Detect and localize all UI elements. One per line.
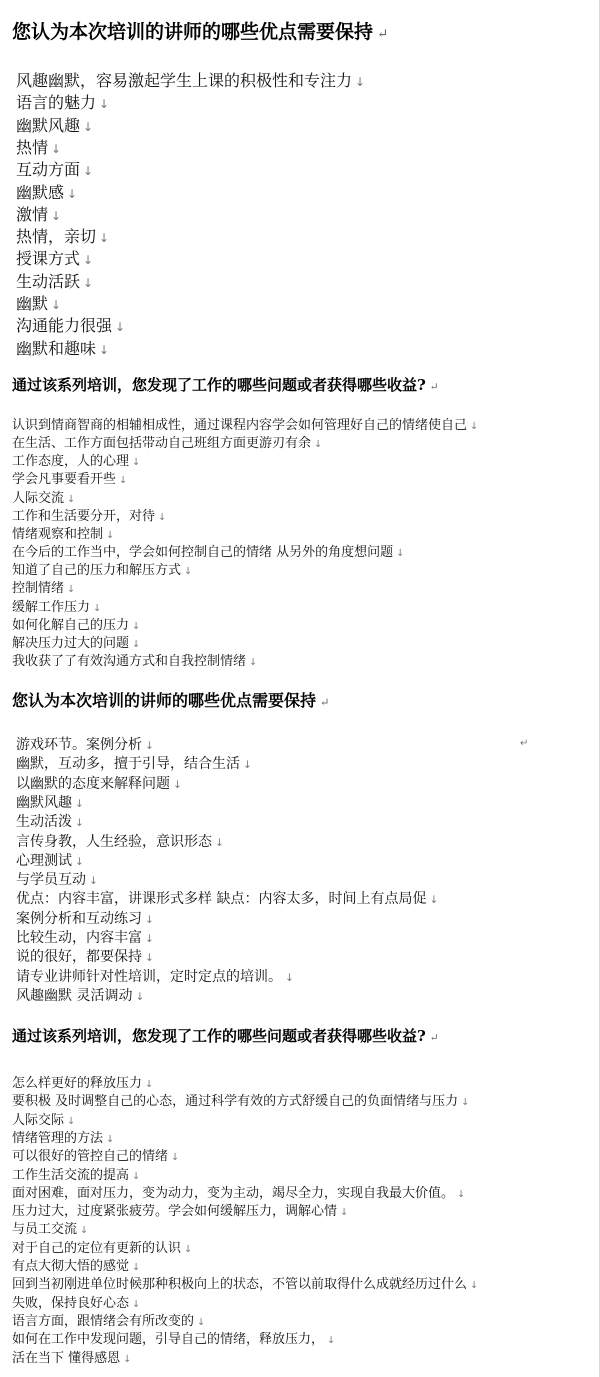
answer-item [12, 1218, 88, 1237]
answer-item [16, 966, 294, 986]
answer-item [12, 1090, 469, 1109]
line-break-mark: ↓ [145, 913, 154, 926]
answer-text: 与员工交流 [12, 1222, 78, 1238]
answer-text: 解决压力过大的问题 [12, 635, 130, 651]
answer-text: 授课方式 [16, 249, 81, 269]
answer-text: 人际交际 [12, 1112, 65, 1128]
answer-item [12, 1292, 140, 1311]
answer-item [16, 869, 98, 889]
line-break-mark: ↓ [132, 1170, 141, 1182]
stray-paragraph-mark: ↵ [520, 738, 529, 749]
line-break-mark: ↓ [132, 638, 141, 650]
line-break-mark: ↓ [285, 971, 294, 984]
line-break-mark: ↓ [119, 475, 128, 487]
line-break-mark: ↓ [197, 1316, 206, 1328]
answer-text: 缓解工作压力 [12, 599, 91, 615]
answer-text: 生动活跃 [16, 271, 81, 291]
answer-text: 游戏环节。案例分析 [16, 737, 142, 753]
line-break-mark: ↓ [99, 342, 110, 357]
section-heading [12, 17, 388, 44]
answer-item [12, 1347, 131, 1366]
line-break-mark: ↓ [75, 817, 84, 830]
answer-item [12, 432, 322, 451]
line-break-mark: ↓ [67, 186, 78, 201]
line-break-mark: ↓ [93, 602, 102, 614]
line-break-mark: ↓ [99, 97, 110, 112]
line-break-mark: ↓ [158, 511, 167, 523]
line-break-mark: ↓ [67, 493, 76, 505]
line-break-mark: ↓ [99, 231, 110, 246]
answer-text: 如何在工作中发现问题，引导自己的情绪，释放压力， [12, 1332, 325, 1348]
answer-item [12, 1200, 348, 1219]
answer-text: 要积极 及时调整自己的心态，通过科学有效的方式舒缓自己的负面情绪与压力 [12, 1094, 459, 1110]
line-break-mark: ↓ [106, 1133, 115, 1145]
line-break-mark: ↓ [132, 457, 141, 469]
answer-item [16, 246, 93, 269]
line-break-mark: ↓ [135, 990, 145, 1003]
answer-text: 幽默 [16, 294, 49, 313]
answer-text: 风趣幽默，容易激起学生上课的积极性和专注力 [16, 71, 353, 90]
answer-item [12, 1127, 114, 1146]
answer-item [16, 985, 144, 1005]
answer-item [12, 1310, 205, 1329]
line-break-mark: ↓ [145, 740, 154, 752]
line-break-mark: ↓ [327, 1335, 336, 1347]
answer-text: 对于自己的定位有更新的认识 [12, 1240, 182, 1256]
answer-text: 沟通能力很强 [16, 316, 113, 336]
answer-item [12, 414, 478, 433]
answer-text: 情绪管理的方法 [12, 1130, 104, 1146]
answer-text: 请专业讲师针对性培训，定时定点的培训。 [16, 968, 282, 985]
line-break-mark: ↓ [249, 656, 258, 668]
line-break-mark: ↓ [106, 529, 115, 541]
answer-item [16, 269, 93, 292]
line-break-mark: ↓ [67, 1115, 76, 1127]
answer-text: 可以很好的管控自己的情绪 [12, 1149, 169, 1165]
answer-text: 控制情绪 [12, 581, 65, 597]
answer-text: 学会凡事要看开些 [12, 472, 117, 488]
section-heading-text: 通过该系列培训，您发现了工作的哪些问题或者获得哪些收益? [12, 376, 426, 394]
answer-item [12, 632, 140, 651]
line-break-mark: ↓ [215, 836, 224, 849]
answer-item [16, 850, 84, 870]
answer-text: 以幽默的态度来解释问题 [16, 775, 170, 792]
line-break-mark: ↓ [75, 855, 84, 868]
line-break-mark: ↓ [132, 1298, 141, 1310]
answer-item [16, 224, 109, 247]
paragraph-mark: ↵ [320, 696, 330, 709]
line-break-mark: ↓ [340, 1207, 349, 1219]
answer-text: 回到当初刚进单位时候那种积极向上的状态，不管以前取得什么成就经历过什么 [12, 1277, 468, 1293]
answer-text: 语言方面，跟情绪会有所改变的 [12, 1313, 195, 1329]
answer-text: 幽默感 [16, 182, 65, 202]
line-break-mark: ↓ [429, 894, 439, 907]
answer-item [12, 1273, 478, 1292]
answer-item [12, 541, 404, 560]
line-break-mark: ↓ [184, 566, 193, 578]
answer-text: 如何化解自己的压力 [12, 617, 130, 633]
answer-item [12, 596, 101, 615]
line-break-mark: ↓ [470, 1280, 479, 1292]
answer-text: 互动方面 [16, 160, 81, 180]
answer-text: 面对困难，面对压力，变为动力，变为主动，竭尽全力，实现自我最大价值。 [12, 1185, 455, 1201]
answer-text: 语言的魅力 [16, 93, 97, 113]
answer-item [12, 1328, 335, 1347]
answer-text: 幽默，互动多，擅于引导，结合生活 [16, 756, 240, 773]
answer-text: 热情 [16, 137, 49, 157]
line-break-mark: ↓ [461, 1097, 470, 1109]
line-break-mark: ↓ [51, 298, 62, 312]
answer-item [16, 313, 125, 336]
answer-text: 在今后的工作当中，学会如何控制自己的情绪 从另外的角度想问题 [12, 545, 394, 561]
answer-text: 人际交流 [12, 490, 65, 506]
answer-text: 幽默风趣 [16, 794, 72, 811]
paragraph-mark: ↵ [429, 1032, 439, 1044]
answer-item [16, 946, 154, 966]
line-break-mark: ↓ [184, 1243, 193, 1255]
line-break-mark: ↓ [75, 797, 84, 810]
answer-item [16, 113, 93, 136]
answer-item [12, 1109, 75, 1128]
answer-text: 说的很好，都要保持 [16, 949, 142, 966]
answer-item [12, 650, 257, 669]
section-heading [12, 1025, 439, 1046]
answer-item [12, 487, 75, 506]
answer-item [12, 523, 114, 542]
answer-text: 情绪观察和控制 [12, 526, 104, 542]
section-heading-text: 您认为本次培训的讲师的哪些优点需要保持 [12, 21, 374, 43]
section-heading [12, 374, 439, 395]
answer-text: 案例分析和互动练习 [16, 910, 142, 927]
line-break-mark: ↓ [173, 778, 182, 791]
line-break-mark: ↓ [89, 875, 98, 888]
answer-item [12, 450, 140, 469]
paragraph-mark: ↵ [429, 381, 439, 393]
answer-item [16, 734, 154, 754]
answer-text: 风趣幽默 灵活调动 [16, 987, 133, 1004]
line-break-mark: ↓ [115, 320, 126, 335]
answer-text: 在生活、工作方面包括带动自己班组方面更游刃有余 [12, 436, 312, 452]
answer-text: 工作和生活要分开，对待 [12, 508, 156, 524]
line-break-mark: ↓ [80, 1225, 89, 1237]
line-break-mark: ↓ [83, 253, 94, 268]
answer-item [16, 336, 109, 359]
answer-item [16, 908, 154, 928]
answer-text: 知道了自己的压力和解压方式 [12, 563, 182, 579]
line-break-mark: ↓ [145, 952, 154, 965]
answer-item [12, 1237, 192, 1256]
answer-text: 优点：内容丰富，讲课形式多样 缺点：内容太多，时间上有点局促 [16, 891, 427, 908]
answer-text: 工作态度，人的心理 [12, 454, 130, 470]
line-break-mark: ↓ [396, 548, 405, 560]
answer-text: 幽默风趣 [16, 115, 81, 135]
answer-text: 言传身教，人生经验，意识形态 [16, 833, 212, 850]
line-break-mark: ↓ [83, 119, 94, 134]
answer-item [12, 577, 75, 596]
answer-text: 活在当下 懂得感恩 [12, 1350, 121, 1366]
line-break-mark: ↓ [123, 1353, 132, 1365]
answer-item [16, 811, 84, 831]
answer-text: 压力过大，过度紧张疲劳。学会如何缓解压力，调解心情 [12, 1204, 338, 1220]
line-break-mark: ↓ [243, 759, 252, 772]
paragraph-mark: ↵ [377, 27, 389, 42]
line-break-mark: ↓ [132, 1262, 141, 1273]
answer-text: 有点大彻大悟的感觉 [12, 1259, 130, 1274]
answer-text: 幽默和趣味 [16, 338, 97, 358]
answer-item [12, 559, 192, 578]
answer-item [16, 180, 77, 203]
answer-text: 心理测试 [16, 852, 72, 869]
line-break-mark: ↓ [83, 164, 94, 179]
answer-text: 热情，亲切 [16, 227, 97, 247]
answer-text: 生动活泼 [16, 814, 72, 831]
answer-item [12, 505, 166, 524]
answer-item [16, 291, 61, 314]
answer-item [12, 1145, 179, 1164]
section-heading [12, 688, 329, 711]
line-break-mark: ↓ [470, 421, 479, 432]
answer-text: 我收获了了有效沟通方式和自我控制情绪 [12, 653, 247, 669]
answer-item [12, 1182, 465, 1201]
answer-item [12, 468, 127, 487]
answer-text: 激情 [16, 204, 49, 224]
answer-item [12, 1072, 153, 1091]
line-break-mark: ↓ [171, 1152, 180, 1164]
answer-item [16, 773, 182, 793]
line-break-mark: ↓ [314, 439, 323, 451]
answer-item [12, 614, 140, 633]
answer-text: 认识到情商智商的相辅相成性，通过课程内容学会如何管理好自己的情绪使自己 [12, 418, 468, 433]
answer-item [16, 927, 154, 947]
answer-item [16, 202, 61, 225]
answer-item [16, 792, 84, 812]
answer-item [16, 90, 109, 113]
line-break-mark: ↓ [51, 208, 62, 223]
answer-item [12, 1255, 140, 1274]
section-heading-text: 通过该系列培训，您发现了工作的哪些问题或者获得哪些收益? [12, 1027, 426, 1045]
line-break-mark: ↓ [457, 1188, 466, 1200]
answer-item [16, 888, 438, 908]
answer-text: 工作生活交流的提高 [12, 1167, 130, 1183]
answer-item [16, 157, 93, 180]
line-break-mark: ↓ [355, 75, 366, 89]
line-break-mark: ↓ [145, 1079, 154, 1090]
answer-text: 失败，保持良好心态 [12, 1295, 130, 1311]
answer-text: 怎么样更好的释放压力 [12, 1076, 143, 1091]
line-break-mark: ↓ [51, 141, 62, 156]
answer-item [16, 68, 365, 91]
answer-item [16, 753, 252, 773]
answer-item [16, 135, 61, 158]
line-break-mark: ↓ [132, 620, 141, 632]
answer-item [12, 1164, 140, 1183]
section-heading-text: 您认为本次培训的讲师的哪些优点需要保持 [12, 691, 317, 710]
answer-item [16, 831, 224, 851]
line-break-mark: ↓ [83, 275, 94, 290]
answer-text: 比较生动，内容丰富 [16, 930, 142, 946]
line-break-mark: ↓ [67, 584, 76, 596]
answer-text: 与学员互动 [16, 872, 86, 889]
line-break-mark: ↓ [145, 933, 154, 945]
